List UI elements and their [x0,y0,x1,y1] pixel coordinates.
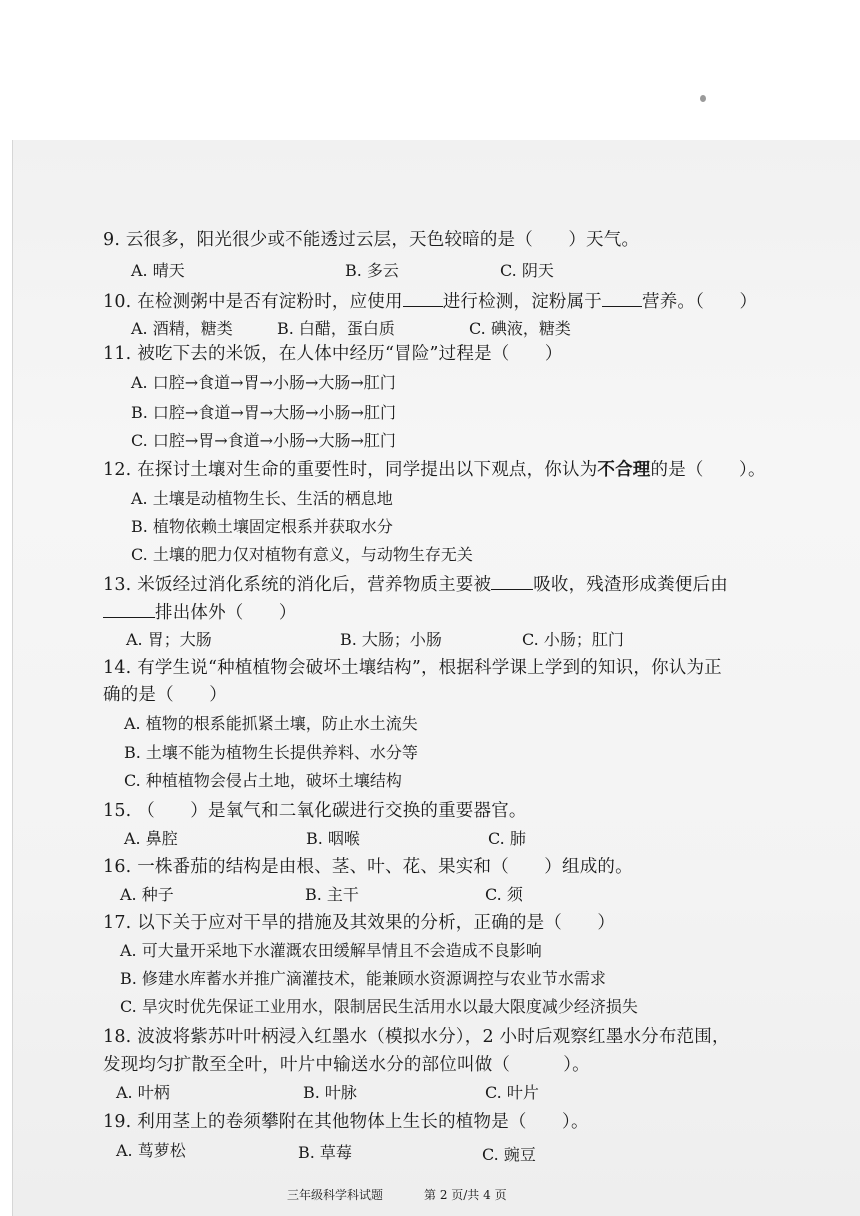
q13-option-b: B. 大肠；小肠 [340,630,442,649]
q16-option-b: B. 主干 [305,885,359,904]
q13-text-line2: 排出体外（ ） [155,603,297,623]
q10-blank-1[interactable] [403,290,443,307]
q10-text-post: 营养。（ ） [642,292,758,312]
question-14-line-2: 确的是（ ） [103,685,227,705]
q18-option-a: A. 叶柄 [116,1083,170,1102]
q10-text-pre: 10. 在检测粥中是否有淀粉时，应使用 [103,292,403,312]
q11-option-c: C. 口腔→胃→食道→小肠→大肠→肛门 [131,431,396,450]
question-18-line-2: 发现均匀扩散至全叶，叶片中输送水分的部位叫做（ ）。 [103,1055,590,1075]
q11-option-b: B. 口腔→食道→胃→大肠→小肠→肛门 [131,403,396,422]
q10-text-mid: 进行检测，淀粉属于 [442,292,603,312]
question-14-line-1: 14. 有学生说“种植植物会破坏土壤结构”，根据科学课上学到的知识，你认为正 [103,658,722,678]
question-9: 9. 云很多，阳光很少或不能透过云层，天色较暗的是（ ）天气。 [103,230,640,250]
q9-option-a: A. 晴天 [131,261,185,280]
q12-text-post: 的是（ ）。 [650,460,766,480]
question-13-line-2 [103,599,297,624]
scan-speck [700,95,706,102]
question-10 [103,288,757,313]
q14-option-c: C. 种植植物会侵占土地，破坏土壤结构 [124,771,402,790]
q17-option-c: C. 旱灾时优先保证工业用水，限制居民生活用水以最大限度减少经济损失 [120,997,638,1016]
q10-blank-2[interactable] [602,290,642,307]
q19-option-a: A. 茑萝松 [116,1141,186,1160]
q12-option-a: A. 土壤是动植物生长、生活的栖息地 [131,489,393,508]
question-17: 17. 以下关于应对干旱的措施及其效果的分析，正确的是（ ） [103,913,616,933]
question-16: 16. 一株番茄的结构是由根、茎、叶、花、果实和（ ）组成的。 [103,857,633,877]
q10-option-c: C. 碘液，糖类 [469,319,571,338]
q14-option-b: B. 土壤不能为植物生长提供养料、水分等 [124,743,418,762]
q15-option-c: C. 肺 [488,829,526,848]
q17-option-b: B. 修建水库蓄水并推广滴灌技术，能兼顾水资源调控与农业节水需求 [120,969,606,988]
q15-option-a: A. 鼻腔 [124,829,178,848]
q9-option-c: C. 阴天 [500,261,554,280]
q13-text-post: 吸收，残渣形成粪便后由 [533,575,728,595]
footer-page-number: 第 2 页/共 4 页 [424,1188,507,1202]
q17-option-a: A. 可大量开采地下水灌溉农田缓解旱情且不会造成不良影响 [120,941,542,960]
question-12 [103,456,766,481]
q12-emphasis: 不合理 [597,460,651,480]
q19-option-c: C. 豌豆 [482,1145,536,1164]
q15-option-b: B. 咽喉 [306,829,360,848]
q16-option-c: C. 须 [485,885,523,904]
q13-blank-2[interactable] [103,601,155,618]
q19-option-b: B. 草莓 [298,1143,352,1162]
q10-option-a: A. 酒精，糖类 [131,319,233,338]
q10-option-b: B. 白醋，蛋白质 [277,319,395,338]
q9-option-b: B. 多云 [345,261,399,280]
q12-text-pre: 12. 在探讨土壤对生命的重要性时，同学提出以下观点，你认为 [103,460,598,480]
q14-option-a: A. 植物的根系能抓紧土壤，防止水土流失 [124,714,418,733]
question-13-line-1 [103,571,728,596]
question-11: 11. 被吃下去的米饭，在人体中经历“冒险”过程是（ ） [103,344,563,364]
q12-option-b: B. 植物依赖土壤固定根系并获取水分 [131,517,393,536]
footer-title: 三年级科学科试题 [287,1188,384,1202]
q18-option-b: B. 叶脉 [303,1083,357,1102]
question-15: 15. （ ）是氧气和二氧化碳进行交换的重要器官。 [103,801,527,821]
q12-option-c: C. 土壤的肥力仅对植物有意义，与动物生存无关 [131,545,473,564]
question-18-line-1: 18. 波波将紫苏叶叶柄浸入红墨水（模拟水分），2 小时后观察红墨水分布范围， [103,1027,730,1047]
q16-option-a: A. 种子 [120,885,174,904]
q13-option-c: C. 小肠；肛门 [522,630,624,649]
q11-option-a: A. 口腔→食道→胃→小肠→大肠→肛门 [131,373,396,392]
top-margin [0,0,860,140]
q13-option-a: A. 胃；大肠 [126,630,212,649]
q13-blank-1[interactable] [491,573,533,590]
q18-option-c: C. 叶片 [485,1083,539,1102]
q13-text-pre: 13. 米饭经过消化系统的消化后，营养物质主要被 [103,575,492,595]
question-19: 19. 利用茎上的卷须攀附在其他物体上生长的植物是（ ）。 [103,1112,589,1132]
